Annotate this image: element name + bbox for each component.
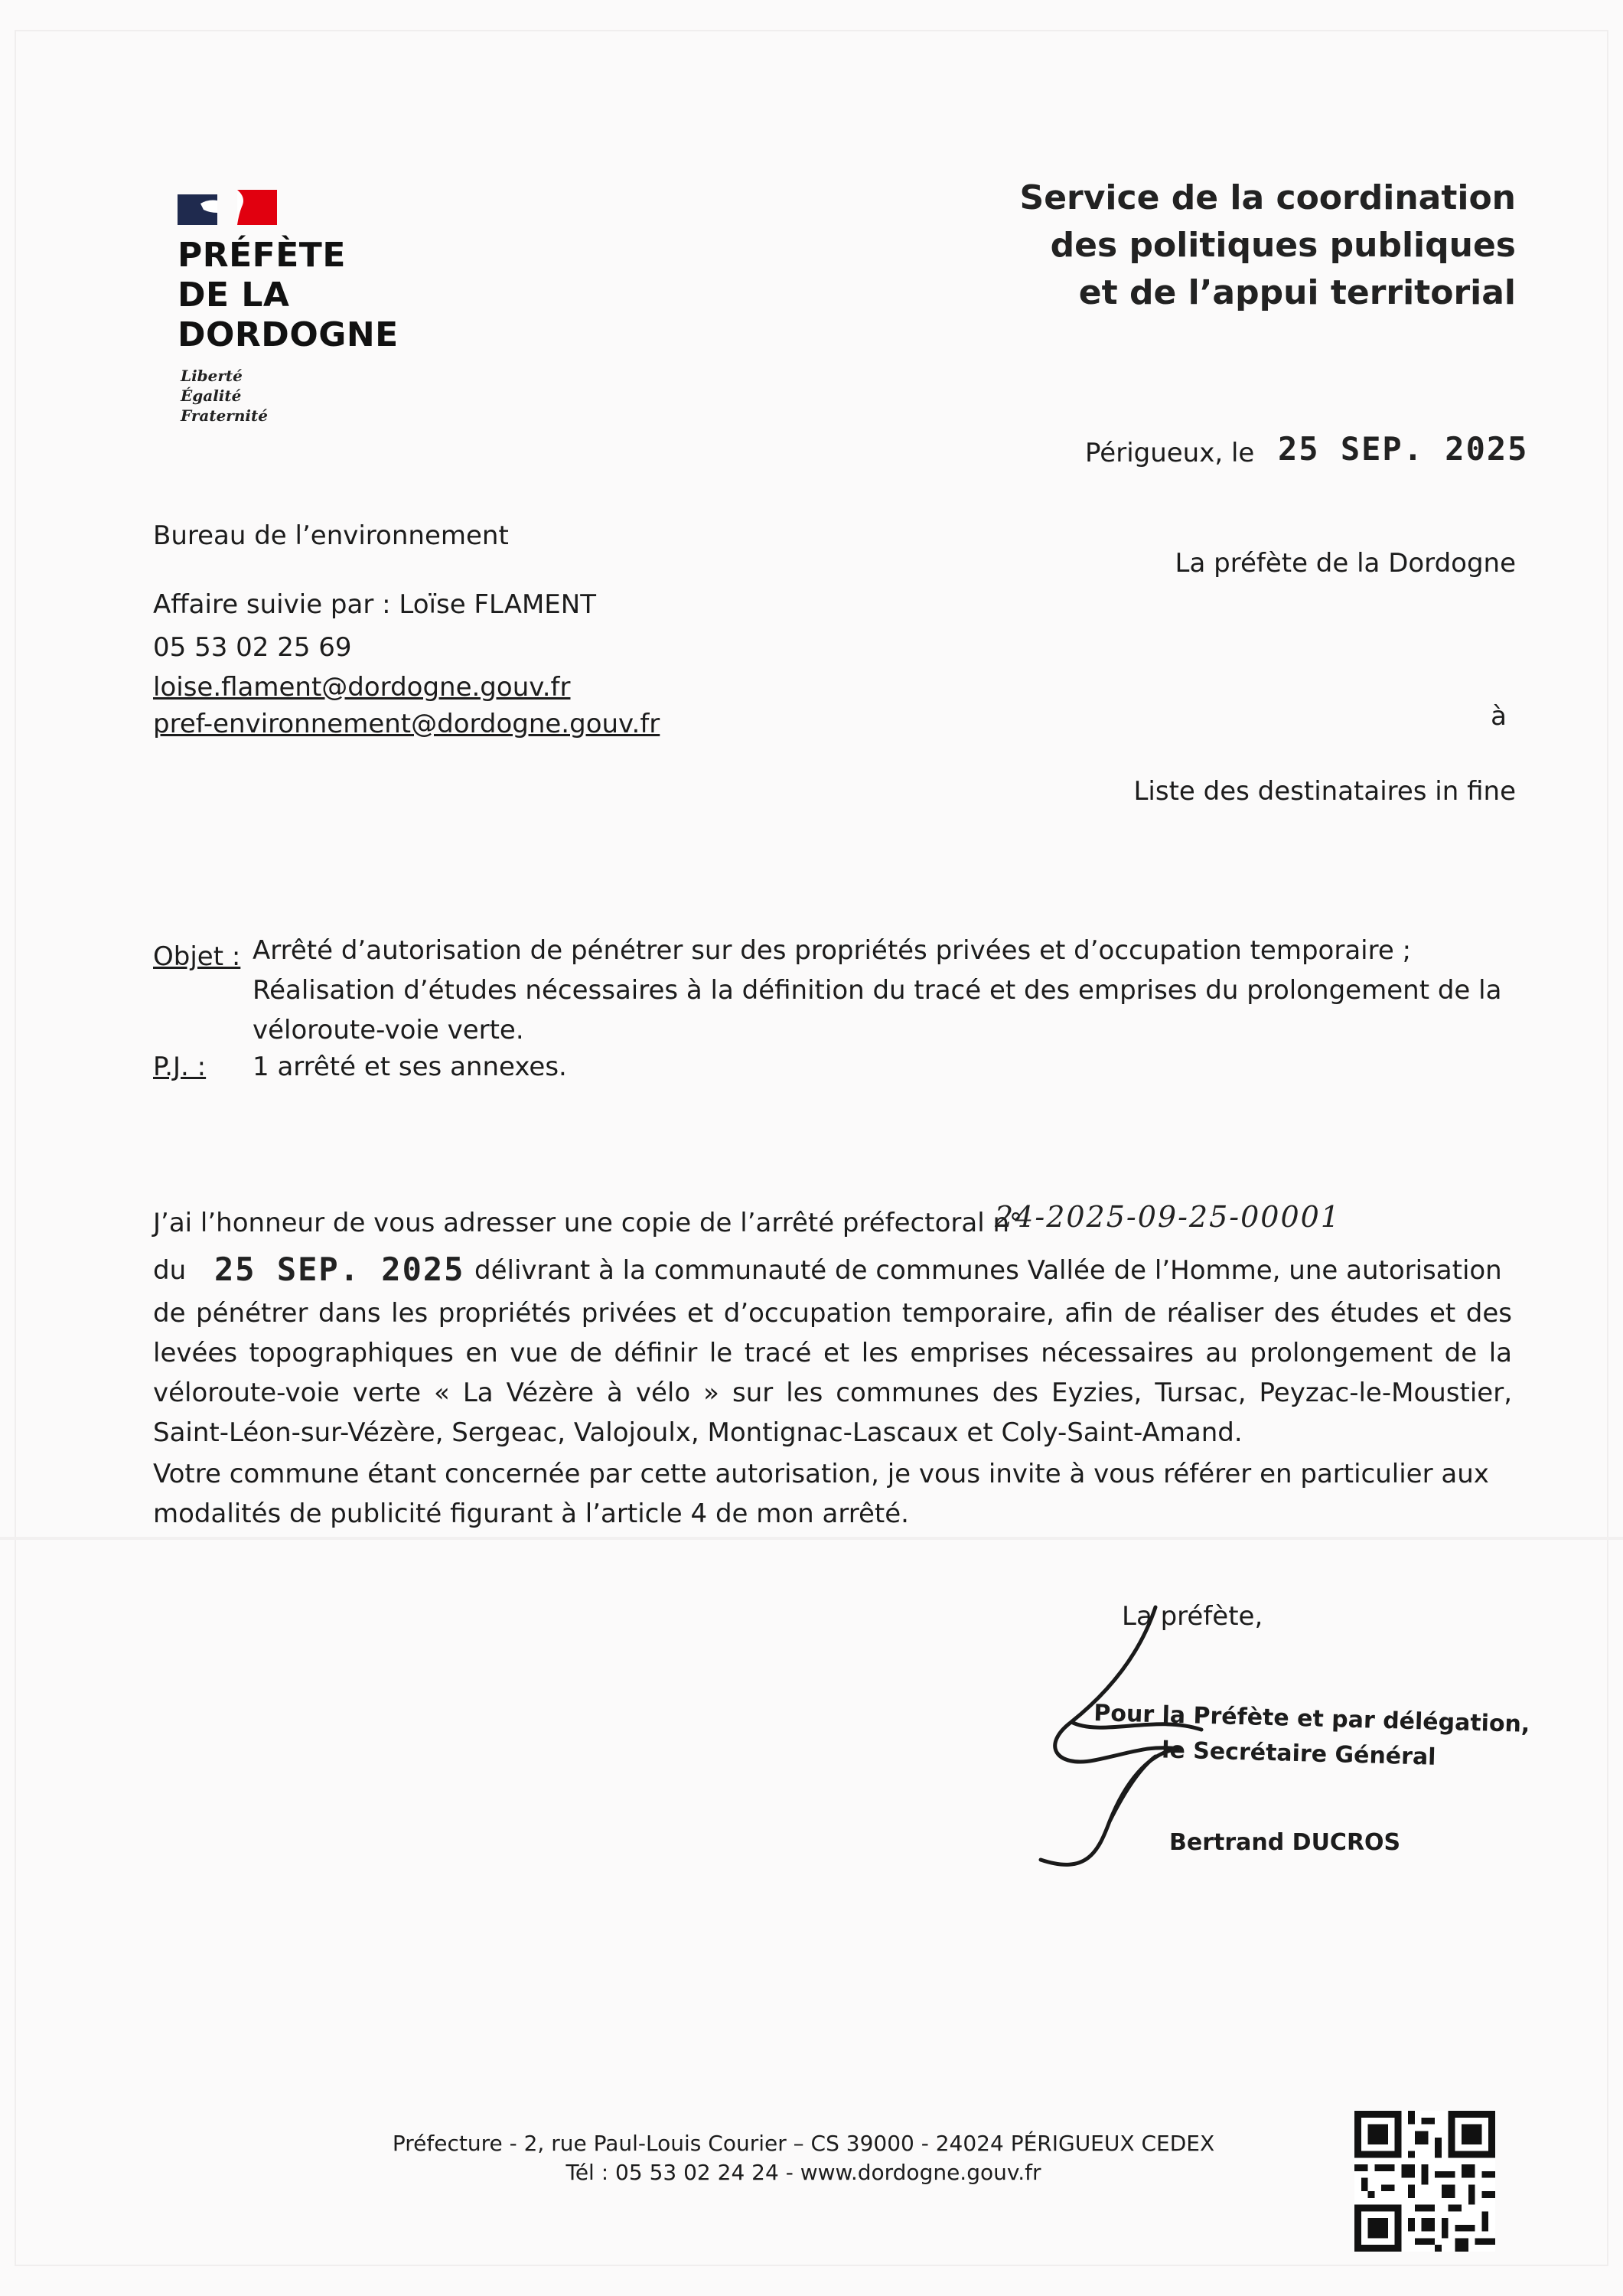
affaire-suivie: Affaire suivie par : Loïse FLAMENT [153,589,596,620]
delegation-block [1093,1696,1530,1778]
arrete-number-handwritten: 24-2025-09-25-00001 [995,1200,1341,1234]
paragraph-1-line-2: délivrant à la communauté de communes Vallée de l’Homme, une autorisation [474,1255,1502,1286]
service-title [934,174,1516,317]
paragraph-2: Votre commune étant concernée par cette autorisation, je vous invite à vous référer en particulier aux modalités de publicité figurant à l’article 4 de mon arrêté. [153,1459,1489,1529]
objet-label: Objet : [153,941,241,972]
motto [181,366,268,426]
motto-egalite: Égalité [181,386,242,405]
logo-line-1: PRÉFÈTE [178,236,346,275]
signoff: La préfète, [1122,1601,1263,1632]
motto-liberte: Liberté [181,367,243,385]
recipients: Liste des destinataires in fine [1133,776,1516,807]
contact-phone: 05 53 02 25 69 [153,632,352,663]
delegation-line-1: Pour la Préfète et par délégation, [1093,1699,1530,1738]
addressee-prefix: à [1491,701,1507,732]
pj-label: P.J. : [153,1052,207,1082]
email-link-contact[interactable]: loise.flament@dordogne.gouv.fr [153,672,571,703]
date-stamp: 25 SEP. 2025 [1278,430,1529,468]
logo-line-2: DE LA [178,276,290,315]
email-link-service[interactable]: pref-environnement@dordogne.gouv.fr [153,709,660,739]
pj-text: 1 arrêté et ses annexes. [253,1052,567,1082]
sender: La préfète de la Dordogne [1175,548,1516,579]
objet-text: Arrêté d’autorisation de pénétrer sur des propriétés privées et d’occupation temporaire ; Réalisation d’études nécessaires à la définition du tracé et des emprises du prolongement de la véloroute-voie verte. [253,935,1502,1045]
marianne-logo-icon [178,190,277,227]
paragraph-1-body: de pénétrer dans les propriétés privées et d’occupation temporaire, afin de réaliser des études et des levées topographiques en vue de définir le tracé et les emprises nécessaires au prolongement de la véloroute-voie verte « La Vézère à vélo » sur les communes des Eyzies, Tursac, Peyzac-le-Moustier, Saint-Léon-sur-Vézère, Sergeac, Valojoulx, Montignac-Lascaux et Coly-Saint-Amand. [153,1298,1512,1448]
footer-address: Préfecture - 2, rue Paul-Louis Courier – CS 39000 - 24024 PÉRIGUEUX CEDEX [392,2131,1215,2156]
signatory-name: Bertrand DUCROS [1169,1829,1401,1856]
footer [383,2129,1224,2187]
service-line-3: et de l’appui territorial [1078,273,1516,312]
service-line-1: Service de la coordination [1019,178,1516,217]
qr-code-icon [1354,2111,1495,2252]
service-line-2: des politiques publiques [1050,226,1516,265]
logo-line-3: DORDOGNE [178,315,399,354]
bureau-label: Bureau de l’environnement [153,520,509,551]
arrete-date-stamp: 25 SEP. 2025 [214,1251,465,1288]
footer-contact: Tél : 05 53 02 24 24 - www.dordogne.gouv.fr [565,2160,1041,2185]
logo-title [178,236,399,355]
dateline-place: Périgueux, le [1085,438,1255,468]
paragraph-1-start: J’ai l’honneur de vous adresser une copie de l’arrêté préfectoral n° [153,1208,1022,1238]
delegation-line-2: le Secrétaire Général [1161,1737,1436,1771]
motto-fraternite: Fraternité [181,406,268,425]
du-label: du [153,1255,187,1286]
